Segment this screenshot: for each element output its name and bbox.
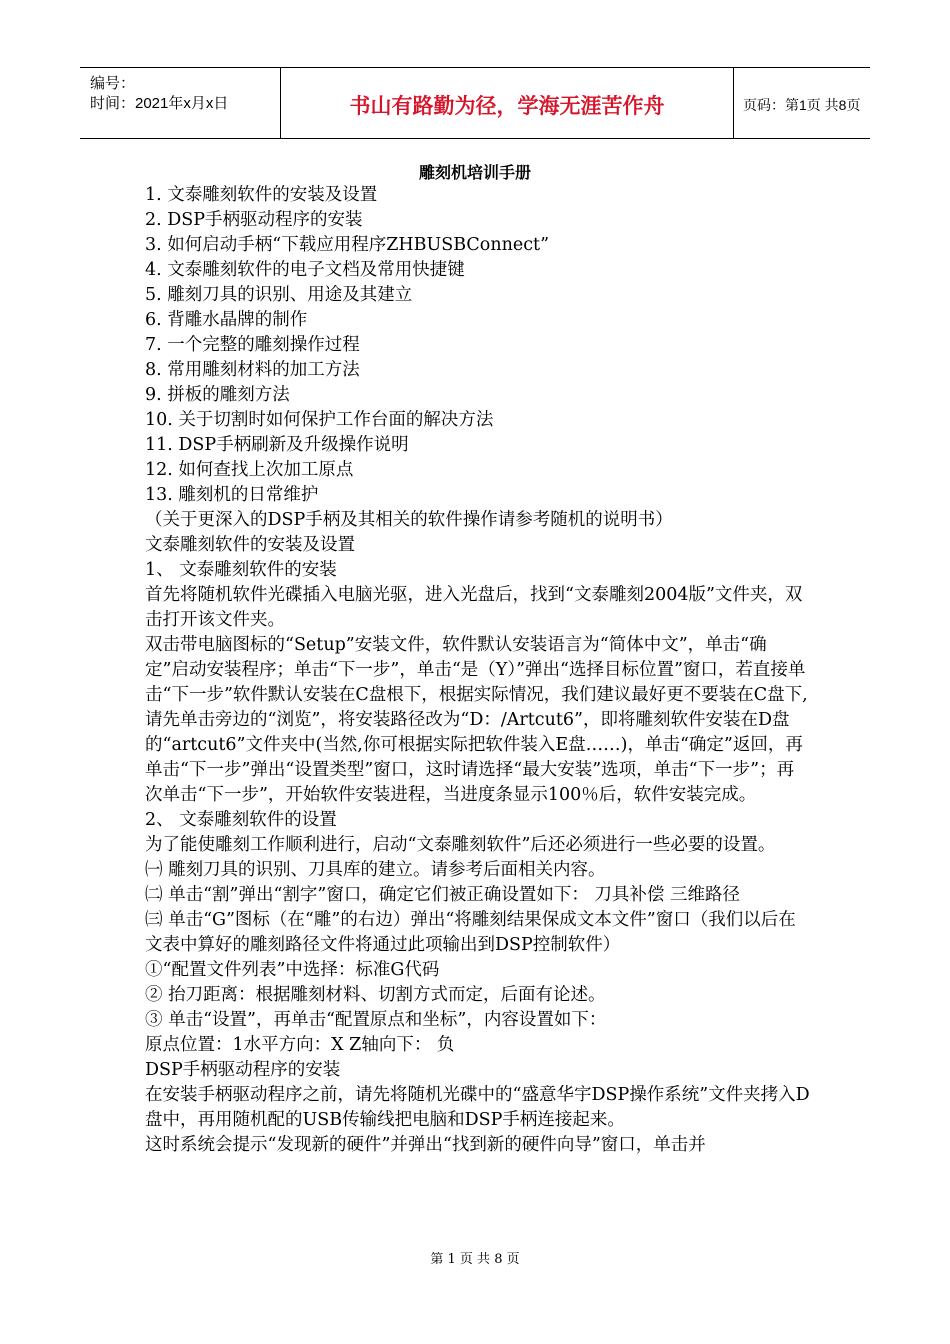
body-paragraph: 文泰雕刻软件的安装及设置 (145, 535, 355, 555)
header-right-cell (733, 68, 870, 138)
document-title: 雕刻机培训手册 (418, 163, 531, 182)
document-number-label: 编号： (90, 75, 136, 92)
page-header (80, 67, 870, 139)
body-paragraph: DSP手柄驱动程序的安装 (145, 1060, 341, 1080)
body-paragraph: ①“配置文件列表”中选择：标准G代码 (145, 960, 440, 980)
body-paragraph: 4. 文泰雕刻软件的电子文档及常用快捷键 (145, 260, 465, 280)
header-left-cell (80, 68, 280, 138)
document-body (145, 183, 810, 1158)
body-paragraph: 5. 雕刻刀具的识别、用途及其建立 (145, 285, 413, 305)
header-motto-cell (280, 68, 734, 138)
body-paragraph: 原点位置：1水平方向：X Z轴向下： 负 (145, 1035, 455, 1055)
body-paragraph: 8. 常用雕刻材料的加工方法 (145, 360, 360, 380)
body-paragraph: 双击带电脑图标的“Setup”安装文件，软件默认安装语言为“简体中文”，单击“确定”启动安装程序；单击“下一步”，单击“是（Y）”弹出“选择目标位置”窗口，若直接单击“下一步”软件默认安装在C盘根下，根据实际情况，我们建议最好更不要装在C盘下,请先单击旁边的“浏览”，将安装路径改为“D：/Artcut6”，即将雕刻软件安装在D盘的“artcut6”文件夹中(当然,你可根据实际把软件装入E盘……)，单击“确定”返回，再单击“下一步”弹出“设置类型”窗口，这时请选择“最大安装”选项，单击“下一步”；再次单击“下一步”，开始软件安装进程，当进度条显示100％后，软件安装完成。 (145, 635, 808, 805)
page-footer: 第 1 页 共 8 页 (430, 1252, 520, 1267)
body-paragraph: ㈡ 单击“割”弹出“割字”窗口，确定它们被正确设置如下： 刀具补偿 三维路径 (145, 885, 740, 905)
body-paragraph: 11. DSP手柄刷新及升级操作说明 (145, 435, 409, 455)
body-paragraph: 1. 文泰雕刻软件的安装及设置 (145, 185, 378, 205)
body-paragraph: 13. 雕刻机的日常维护 (145, 485, 319, 505)
body-paragraph: ③ 单击“设置”，再单击“配置原点和坐标”，内容设置如下： (145, 1010, 607, 1030)
body-paragraph: 1、 文泰雕刻软件的安装 (145, 560, 337, 580)
body-paragraph: ㈢ 单击“G”图标（在“雕”的右边）弹出“将雕刻结果保成文本文件”窗口（我们以后在文表中算好的雕刻路径文件将通过此项输出到DSP控制软件） (145, 910, 796, 955)
motto-text: 书山有路勤为径，学海无涯苦作舟 (349, 94, 665, 118)
body-paragraph: （关于更深入的DSP手柄及其相关的软件操作请参考随机的说明书） (145, 510, 673, 530)
body-paragraph: 9. 拼板的雕刻方法 (145, 385, 290, 405)
body-paragraph: 这时系统会提示“发现新的硬件”并弹出“找到新的硬件向导”窗口，单击并 (145, 1135, 706, 1155)
page-info-label: 页码：第1页 共8页 (743, 97, 861, 113)
body-paragraph: 在安装手柄驱动程序之前，请先将随机光碟中的“盛意华宇DSP操作系统”文件夹拷入D盘中，再用随机配的USB传输线把电脑和DSP手柄连接起来。 (145, 1085, 810, 1130)
body-paragraph: 6. 背雕水晶牌的制作 (145, 310, 308, 330)
body-paragraph: 7. 一个完整的雕刻操作过程 (145, 335, 360, 355)
body-paragraph: 3. 如何启动手柄“下载应用程序ZHBUSBConnect” (145, 235, 550, 255)
body-paragraph: 2. DSP手柄驱动程序的安装 (145, 210, 363, 230)
body-paragraph: ② 抬刀距离：根据雕刻材料、切割方式而定，后面有论述。 (145, 985, 606, 1005)
body-paragraph: 2、 文泰雕刻软件的设置 (145, 810, 337, 830)
body-paragraph: 12. 如何查找上次加工原点 (145, 460, 354, 480)
body-paragraph: 为了能使雕刻工作顺利进行，启动“文泰雕刻软件”后还必须进行一些必要的设置。 (145, 835, 776, 855)
body-paragraph: 10. 关于切割时如何保护工作台面的解决方法 (145, 410, 494, 430)
document-time-label: 时间：2021年x月x日 (90, 95, 229, 112)
body-paragraph: ㈠ 雕刻刀具的识别、刀具库的建立。请参考后面相关内容。 (145, 860, 606, 880)
body-paragraph: 首先将随机软件光碟插入电脑光驱，进入光盘后，找到“文泰雕刻2004版”文件夹，双击打开该文件夹。 (145, 585, 803, 630)
